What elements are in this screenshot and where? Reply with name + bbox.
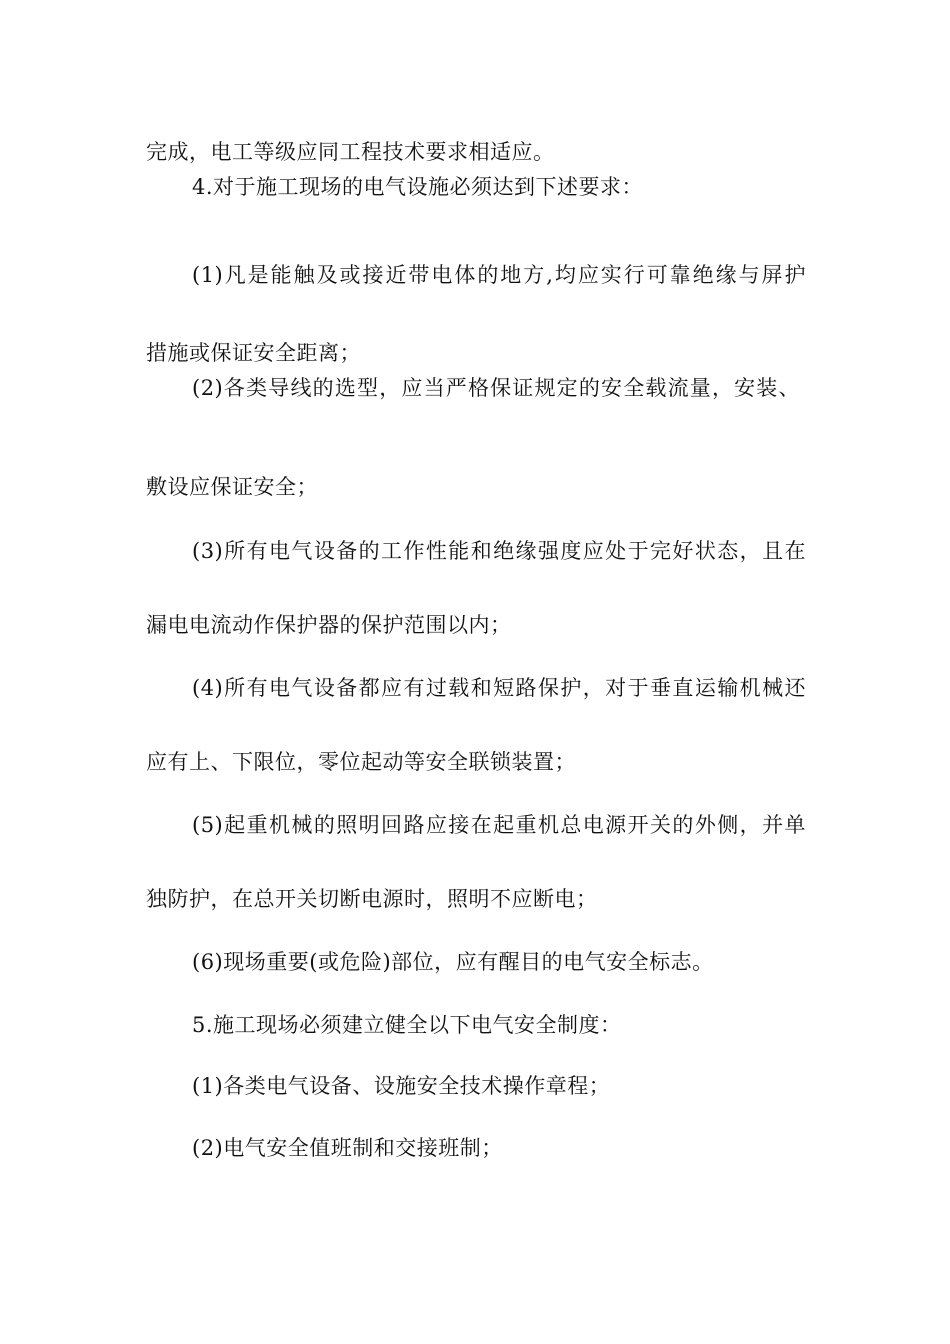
text-line-14: 5.施工现场必须建立健全以下电气安全制度： bbox=[192, 1013, 622, 1037]
text-line-16: (2)电气安全值班制和交接班制； bbox=[192, 1136, 503, 1160]
text-line-15: (1)各类电气设备、设施安全技术操作章程； bbox=[192, 1074, 611, 1098]
text-line-11: (5)起重机械的照明回路应接在起重机总电源开关的外侧，并单 bbox=[192, 813, 806, 837]
text-line-5: (2)各类导线的选型，应当严格保证规定的安全载流量，安装、 bbox=[192, 376, 800, 400]
text-line-6: 敷设应保证安全； bbox=[146, 475, 318, 499]
text-line-10: 应有上、下限位，零位起动等安全联锁装置； bbox=[146, 750, 576, 774]
text-line-7: (3)所有电气设备的工作性能和绝缘强度应处于完好状态，且在 bbox=[192, 539, 806, 563]
text-line-13: (6)现场重要(或危险)部位，应有醒目的电气安全标志。 bbox=[192, 950, 714, 974]
text-line-3: (1)凡是能触及或接近带电体的地方,均应实行可靠绝缘与屏护 bbox=[192, 263, 806, 287]
text-line-2: 4.对于施工现场的电气设施必须达到下述要求： bbox=[192, 175, 644, 199]
text-line-8: 漏电电流动作保护器的保护范围以内； bbox=[146, 613, 512, 637]
text-line-4: 措施或保证安全距离； bbox=[146, 341, 361, 365]
text-line-1: 完成，电工等级应同工程技术要求相适应。 bbox=[146, 140, 555, 164]
text-line-9: (4)所有电气设备都应有过载和短路保护，对于垂直运输机械还 bbox=[192, 676, 806, 700]
text-line-12: 独防护，在总开关切断电源时，照明不应断电； bbox=[146, 887, 598, 911]
